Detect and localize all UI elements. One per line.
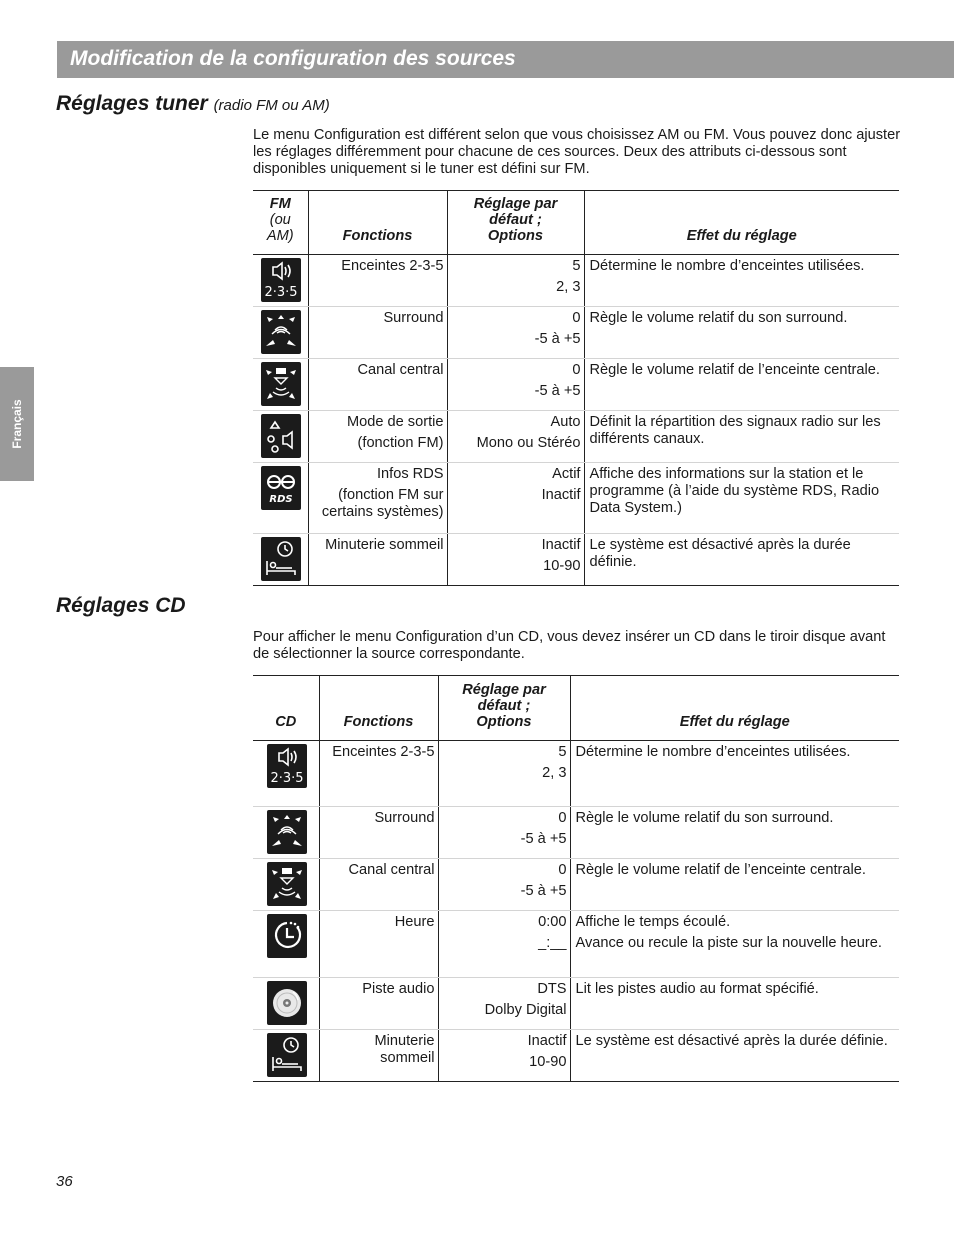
tuner-effect-text: Règle le volume relatif de l’enceinte centrale. [589, 362, 880, 378]
tuner-table-row [253, 411, 899, 463]
cd-default-value: -5 à +5 [520, 883, 567, 899]
cd-default-value: 10-90 [529, 1054, 567, 1070]
tuner-default-value: Inactif [541, 537, 581, 553]
tuner-section-heading [56, 92, 330, 116]
tuner-default-value: 10-90 [543, 558, 581, 574]
cd-heading-text: Réglages CD [56, 594, 186, 617]
cd-default-cell [438, 859, 570, 911]
tuner-row-icon-cell [253, 359, 308, 411]
tuner-row-icon-cell [253, 463, 308, 534]
cd-effect-text: Affiche le temps écoulé. [575, 914, 731, 930]
cd-table-body [253, 741, 899, 1082]
tuner-col-header-default-l2: défaut ; [489, 212, 542, 228]
cd-default-value: 0 [558, 810, 567, 826]
cd-default-cell [438, 741, 570, 807]
output-mode-icon [261, 414, 301, 458]
language-tab-label: Français [10, 399, 24, 449]
cd-function-text: Heure [394, 914, 435, 930]
sleep-timer-icon [261, 537, 301, 581]
tuner-effect-cell [584, 534, 899, 586]
cd-effect-cell [570, 911, 899, 978]
tuner-table-row [253, 359, 899, 411]
cd-default-value: _:__ [538, 935, 567, 951]
cd-default-cell [438, 978, 570, 1030]
tuner-col-header-ou: (ou [269, 212, 291, 228]
tuner-row-icon-cell [253, 534, 308, 586]
tuner-heading-sub: (radio FM ou AM) [213, 97, 330, 114]
cd-effect-cell [570, 978, 899, 1030]
tuner-row-icon-cell [253, 255, 308, 307]
tuner-function-cell [308, 255, 447, 307]
center-channel-icon [261, 362, 301, 406]
cd-function-cell [319, 1030, 438, 1082]
tuner-function-cell [308, 534, 447, 586]
tuner-col-header-functions: Fonctions [308, 191, 447, 255]
tuner-col-header-default-l3: Options [487, 228, 544, 244]
cd-col-header-default [438, 676, 570, 741]
tuner-table-row [253, 463, 899, 534]
tuner-effect-text: Affiche des informations sur la station et le programme (à l’aide du système RDS, Radio Data System.) [589, 466, 880, 516]
svg-text:2·3·5: 2·3·5 [264, 285, 298, 300]
tuner-col-header-fm: FM [269, 196, 291, 212]
tuner-function-cell [308, 463, 447, 534]
tuner-heading-text: Réglages tuner [56, 92, 208, 115]
tuner-col-header-default [447, 191, 584, 255]
tuner-effect-cell [584, 255, 899, 307]
cd-table-row [253, 911, 899, 978]
tuner-effect-text: Détermine le nombre d’enceintes utilisées. [589, 258, 865, 274]
tuner-function-text: Mode de sortie [346, 414, 444, 430]
cd-default-value: -5 à +5 [520, 831, 567, 847]
cd-default-value: DTS [537, 981, 567, 997]
tuner-effect-text: Définit la répartition des signaux radio sur les différents canaux. [589, 414, 881, 447]
cd-effect-cell [570, 741, 899, 807]
tuner-default-value: Mono ou Stéréo [476, 435, 581, 451]
cd-row-icon-cell [253, 807, 319, 859]
cd-row-icon-cell [253, 1030, 319, 1082]
cd-default-cell [438, 911, 570, 978]
tuner-default-cell [447, 307, 584, 359]
cd-effect-text: Règle le volume relatif du son surround. [575, 810, 834, 826]
svg-text:2·3·5: 2·3·5 [270, 771, 304, 786]
tuner-effect-text: Règle le volume relatif du son surround. [589, 310, 848, 326]
rds-icon [261, 466, 301, 510]
tuner-default-cell [447, 411, 584, 463]
tuner-table-header-row [253, 191, 899, 255]
tuner-default-cell [447, 255, 584, 307]
cd-default-value: 2, 3 [542, 765, 567, 781]
tuner-table-row [253, 307, 899, 359]
cd-effect-text: Détermine le nombre d’enceintes utilisées. [575, 744, 851, 760]
language-side-tab [0, 367, 34, 481]
cd-row-icon-cell [253, 859, 319, 911]
cd-effect-text: Règle le volume relatif de l’enceinte centrale. [575, 862, 866, 878]
clock-icon [267, 914, 307, 958]
tuner-effect-cell [584, 463, 899, 534]
tuner-function-text: Enceintes 2-3-5 [341, 258, 444, 274]
cd-effect-cell [570, 1030, 899, 1082]
audio-track-disc-icon [267, 981, 307, 1025]
tuner-row-icon-cell [253, 307, 308, 359]
tuner-intro-text: Le menu Configuration est différent selon que vous choisissez AM ou FM. Vous pouvez donc ajuster les réglages différemment pour chacune de ces sources. Deux des attributs ci-dessous sont disponibles uniquement si le tuner est défini sur FM. [253, 127, 901, 177]
speakers-235-icon [261, 258, 301, 302]
surround-icon [267, 810, 307, 854]
cd-function-cell [319, 911, 438, 978]
cd-default-cell [438, 807, 570, 859]
cd-row-icon-cell [253, 911, 319, 978]
tuner-default-cell [447, 359, 584, 411]
cd-table-row [253, 741, 899, 807]
tuner-default-value: Inactif [541, 487, 581, 503]
banner-title: Modification de la configuration des sources [70, 47, 516, 70]
tuner-function-text: Infos RDS [376, 466, 444, 482]
cd-col-header-source: CD [253, 676, 319, 741]
tuner-default-value: Actif [552, 466, 581, 482]
tuner-effect-cell [584, 359, 899, 411]
tuner-function-text: Canal central [357, 362, 444, 378]
center-channel-icon [267, 862, 307, 906]
tuner-table-row [253, 255, 899, 307]
tuner-function-cell [308, 411, 447, 463]
cd-row-icon-cell [253, 741, 319, 807]
tuner-function-cell [308, 359, 447, 411]
cd-table-row [253, 859, 899, 911]
cd-function-cell [319, 859, 438, 911]
cd-default-value: Inactif [527, 1033, 567, 1049]
cd-col-header-effect: Effet du réglage [570, 676, 899, 741]
svg-text:RDS: RDS [269, 494, 293, 505]
speakers-235-icon [267, 744, 307, 788]
tuner-table-row [253, 534, 899, 586]
cd-default-value: Dolby Digital [484, 1002, 567, 1018]
tuner-default-cell [447, 534, 584, 586]
cd-table-row [253, 807, 899, 859]
cd-default-value: 5 [558, 744, 567, 760]
tuner-function-text: (fonction FM sur certains systèmes) [321, 487, 444, 520]
tuner-settings-table [253, 190, 899, 586]
tuner-function-text: (fonction FM) [357, 435, 444, 451]
cd-function-cell [319, 807, 438, 859]
tuner-table-body [253, 255, 899, 586]
tuner-effect-cell [584, 411, 899, 463]
cd-col-header-default-l2: défaut ; [477, 698, 531, 714]
cd-function-text: Enceintes 2-3-5 [332, 744, 435, 760]
cd-default-cell [438, 1030, 570, 1082]
tuner-default-value: -5 à +5 [534, 331, 581, 347]
page-number: 36 [56, 1173, 73, 1190]
page-banner [57, 41, 954, 78]
cd-table-header-row [253, 676, 899, 741]
tuner-col-header-source [253, 191, 308, 255]
tuner-col-header-effect: Effet du réglage [584, 191, 899, 255]
surround-icon [261, 310, 301, 354]
cd-effect-text: Le système est désactivé après la durée définie. [575, 1033, 888, 1049]
cd-settings-table [253, 675, 899, 1082]
tuner-function-cell [308, 307, 447, 359]
cd-table-row [253, 978, 899, 1030]
tuner-default-value: 0 [572, 310, 581, 326]
cd-col-header-functions: Fonctions [319, 676, 438, 741]
cd-function-text: Surround [374, 810, 435, 826]
tuner-default-value: Auto [550, 414, 581, 430]
tuner-row-icon-cell [253, 411, 308, 463]
cd-default-value: 0:00 [538, 914, 567, 930]
tuner-effect-text: Le système est désactivé après la durée définie. [589, 537, 851, 570]
cd-col-header-default-l1: Réglage par [462, 682, 546, 698]
tuner-col-header-default-l1: Réglage par [473, 196, 558, 212]
tuner-col-header-am: AM) [266, 228, 294, 244]
tuner-function-text: Surround [383, 310, 444, 326]
tuner-function-text: Minuterie sommeil [325, 537, 444, 553]
cd-function-cell [319, 741, 438, 807]
tuner-default-value: 2, 3 [556, 279, 581, 295]
cd-effect-cell [570, 807, 899, 859]
cd-function-text: Canal central [348, 862, 435, 878]
cd-function-text: Piste audio [362, 981, 435, 997]
cd-row-icon-cell [253, 978, 319, 1030]
tuner-default-value: 5 [572, 258, 581, 274]
sleep-timer-icon [267, 1033, 307, 1077]
cd-col-header-default-l3: Options [476, 714, 532, 730]
cd-intro-text: Pour afficher le menu Configuration d’un CD, vous devez insérer un CD dans le tiroir disque avant de sélectionner la source correspondante. [253, 629, 886, 662]
cd-effect-text: Avance ou recule la piste sur la nouvelle heure. [575, 935, 882, 951]
cd-default-value: 0 [558, 862, 567, 878]
cd-effect-text: Lit les pistes audio au format spécifié. [575, 981, 819, 997]
cd-function-cell [319, 978, 438, 1030]
cd-section-heading [56, 594, 186, 618]
tuner-effect-cell [584, 307, 899, 359]
cd-function-text: Minuterie sommeil [374, 1033, 435, 1066]
cd-table-row [253, 1030, 899, 1082]
tuner-default-value: -5 à +5 [534, 383, 581, 399]
tuner-default-cell [447, 463, 584, 534]
cd-effect-cell [570, 859, 899, 911]
tuner-default-value: 0 [572, 362, 581, 378]
